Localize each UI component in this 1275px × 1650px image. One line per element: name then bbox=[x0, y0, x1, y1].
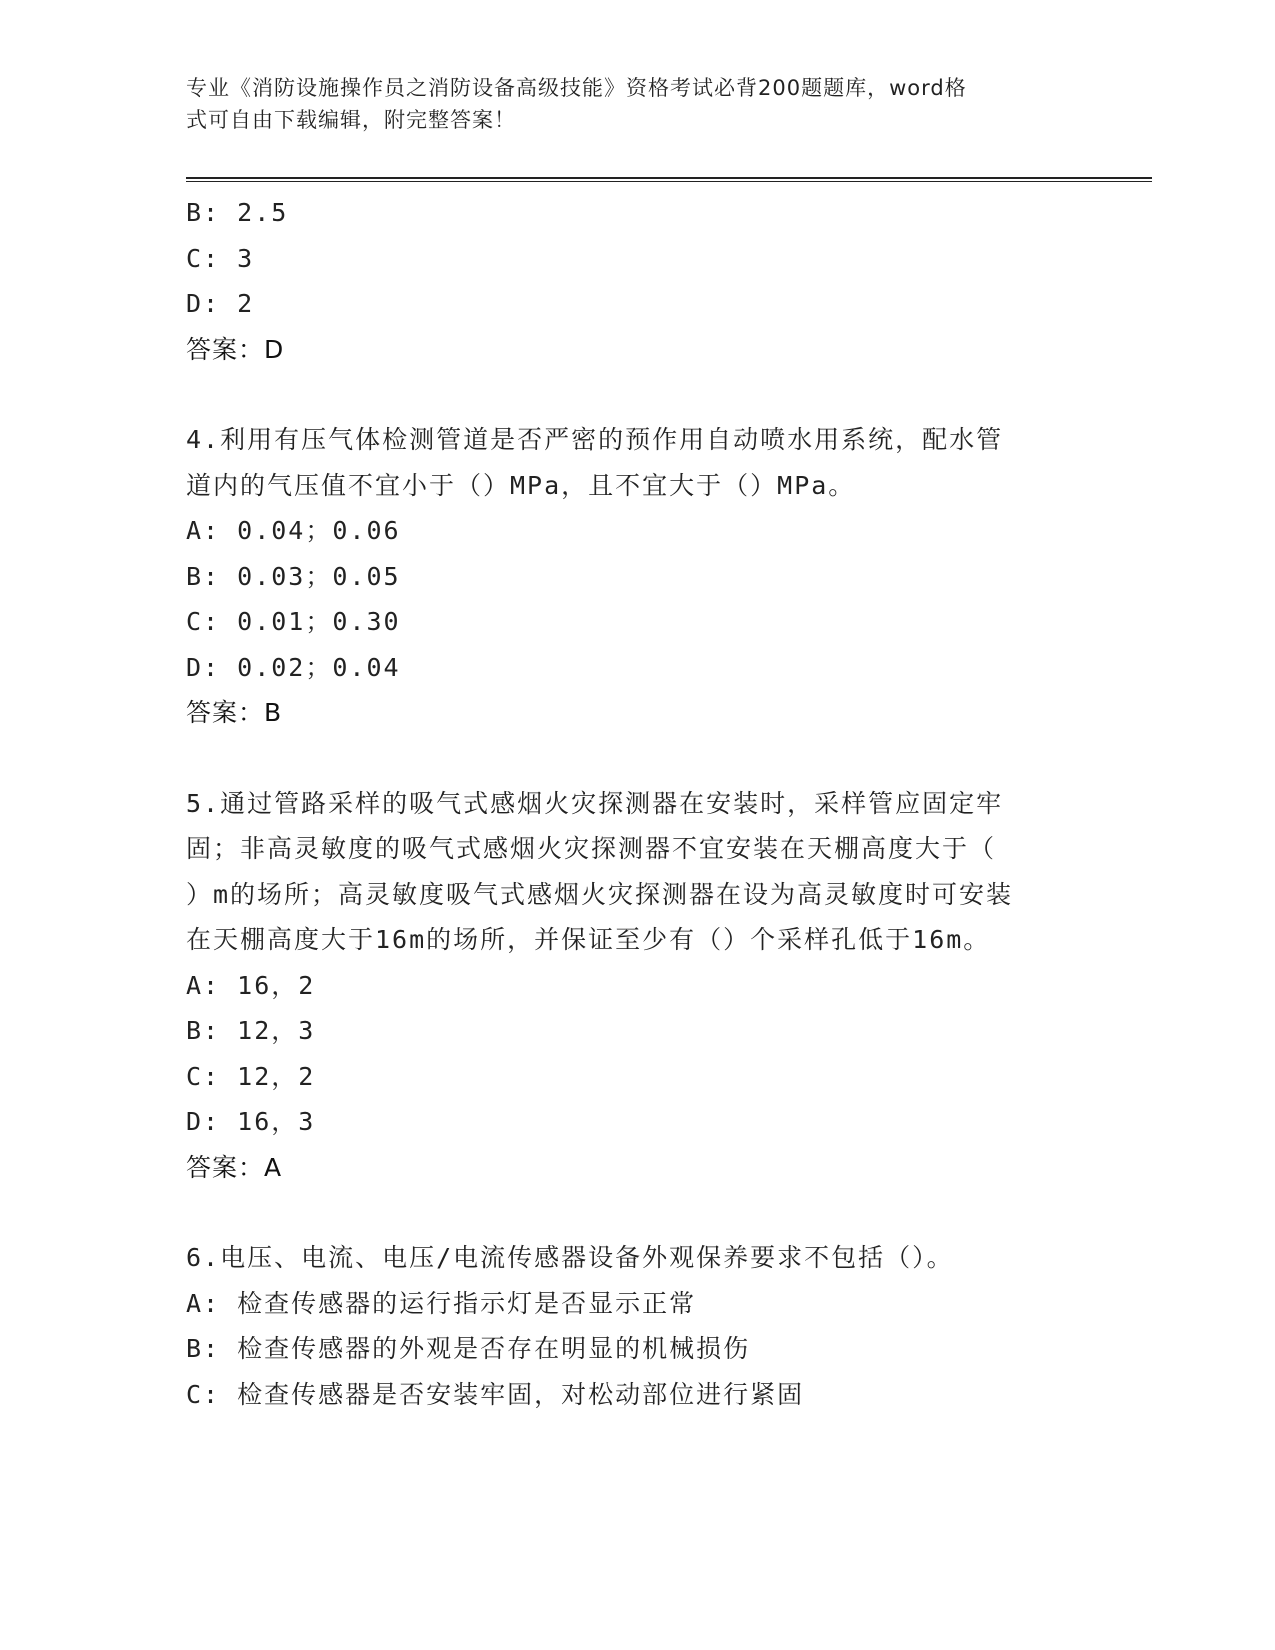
option-b: B: 0.03；0.05 bbox=[186, 561, 401, 591]
question-text-line: 6.电压、电流、电压/电流传感器设备外观保养要求不包括（）。 bbox=[186, 1243, 954, 1272]
question-4-block bbox=[186, 417, 1086, 736]
option-c: C: 0.01；0.30 bbox=[186, 607, 401, 636]
option-c: C: 12，2 bbox=[186, 1061, 316, 1091]
question-text-line: ）m的场所；高灵敏度吸气式感烟火灾探测器在设为高灵敏度时可安装 bbox=[186, 879, 1014, 909]
option-a: A: 16，2 bbox=[186, 970, 316, 1000]
option-d: D: 0.02；0.04 bbox=[186, 652, 401, 682]
option-d: D: 16，3 bbox=[186, 1107, 316, 1136]
spacer bbox=[186, 372, 1086, 417]
header-line-2: 式可自由下载编辑，附完整答案！ bbox=[186, 108, 516, 132]
option-d: D: 2 bbox=[186, 289, 255, 318]
option-b: B: 检查传感器的外观是否存在明显的机械损伤 bbox=[186, 1334, 751, 1363]
question-3-block bbox=[186, 190, 1086, 372]
spacer bbox=[186, 1190, 1086, 1235]
answer-line: 答案：D bbox=[186, 334, 285, 364]
header-line-1: 专业《消防设施操作员之消防设备高级技能》资格考试必背200题题库，word格 bbox=[186, 76, 967, 100]
question-text-line: 道内的气压值不宜小于（）MPa，且不宜大于（）MPa。 bbox=[186, 470, 856, 500]
header-rule-thick bbox=[186, 177, 1152, 179]
question-text-line: 固；非高灵敏度的吸气式感烟火灾探测器不宜安装在天棚高度大于（ bbox=[186, 834, 997, 863]
option-a: A: 检查传感器的运行指示灯是否显示正常 bbox=[186, 1288, 697, 1318]
option-c: C: 3 bbox=[186, 243, 255, 273]
question-5-block bbox=[186, 781, 1086, 1191]
option-b: B: 12，3 bbox=[186, 1016, 316, 1045]
answer-line: 答案：B bbox=[186, 698, 283, 727]
option-a: A: 0.04；0.06 bbox=[186, 516, 401, 545]
question-content bbox=[186, 190, 1086, 1417]
option-c: C: 检查传感器是否安装牢固，对松动部位进行紧固 bbox=[186, 1379, 805, 1409]
answer-line: 答案：A bbox=[186, 1152, 283, 1182]
question-6-block bbox=[186, 1235, 1086, 1417]
question-text-line: 4.利用有压气体检测管道是否严密的预作用自动喷水用系统，配水管 bbox=[186, 425, 1004, 454]
spacer bbox=[186, 736, 1086, 781]
question-text-line: 在天棚高度大于16m的场所，并保证至少有（）个采样孔低于16m。 bbox=[186, 925, 991, 954]
header-rule-thin bbox=[186, 181, 1152, 182]
document-header bbox=[186, 72, 1066, 136]
question-text-line: 5.通过管路采样的吸气式感烟火灾探测器在安装时，采样管应固定牢 bbox=[186, 788, 1004, 818]
option-b: B: 2.5 bbox=[186, 198, 289, 227]
